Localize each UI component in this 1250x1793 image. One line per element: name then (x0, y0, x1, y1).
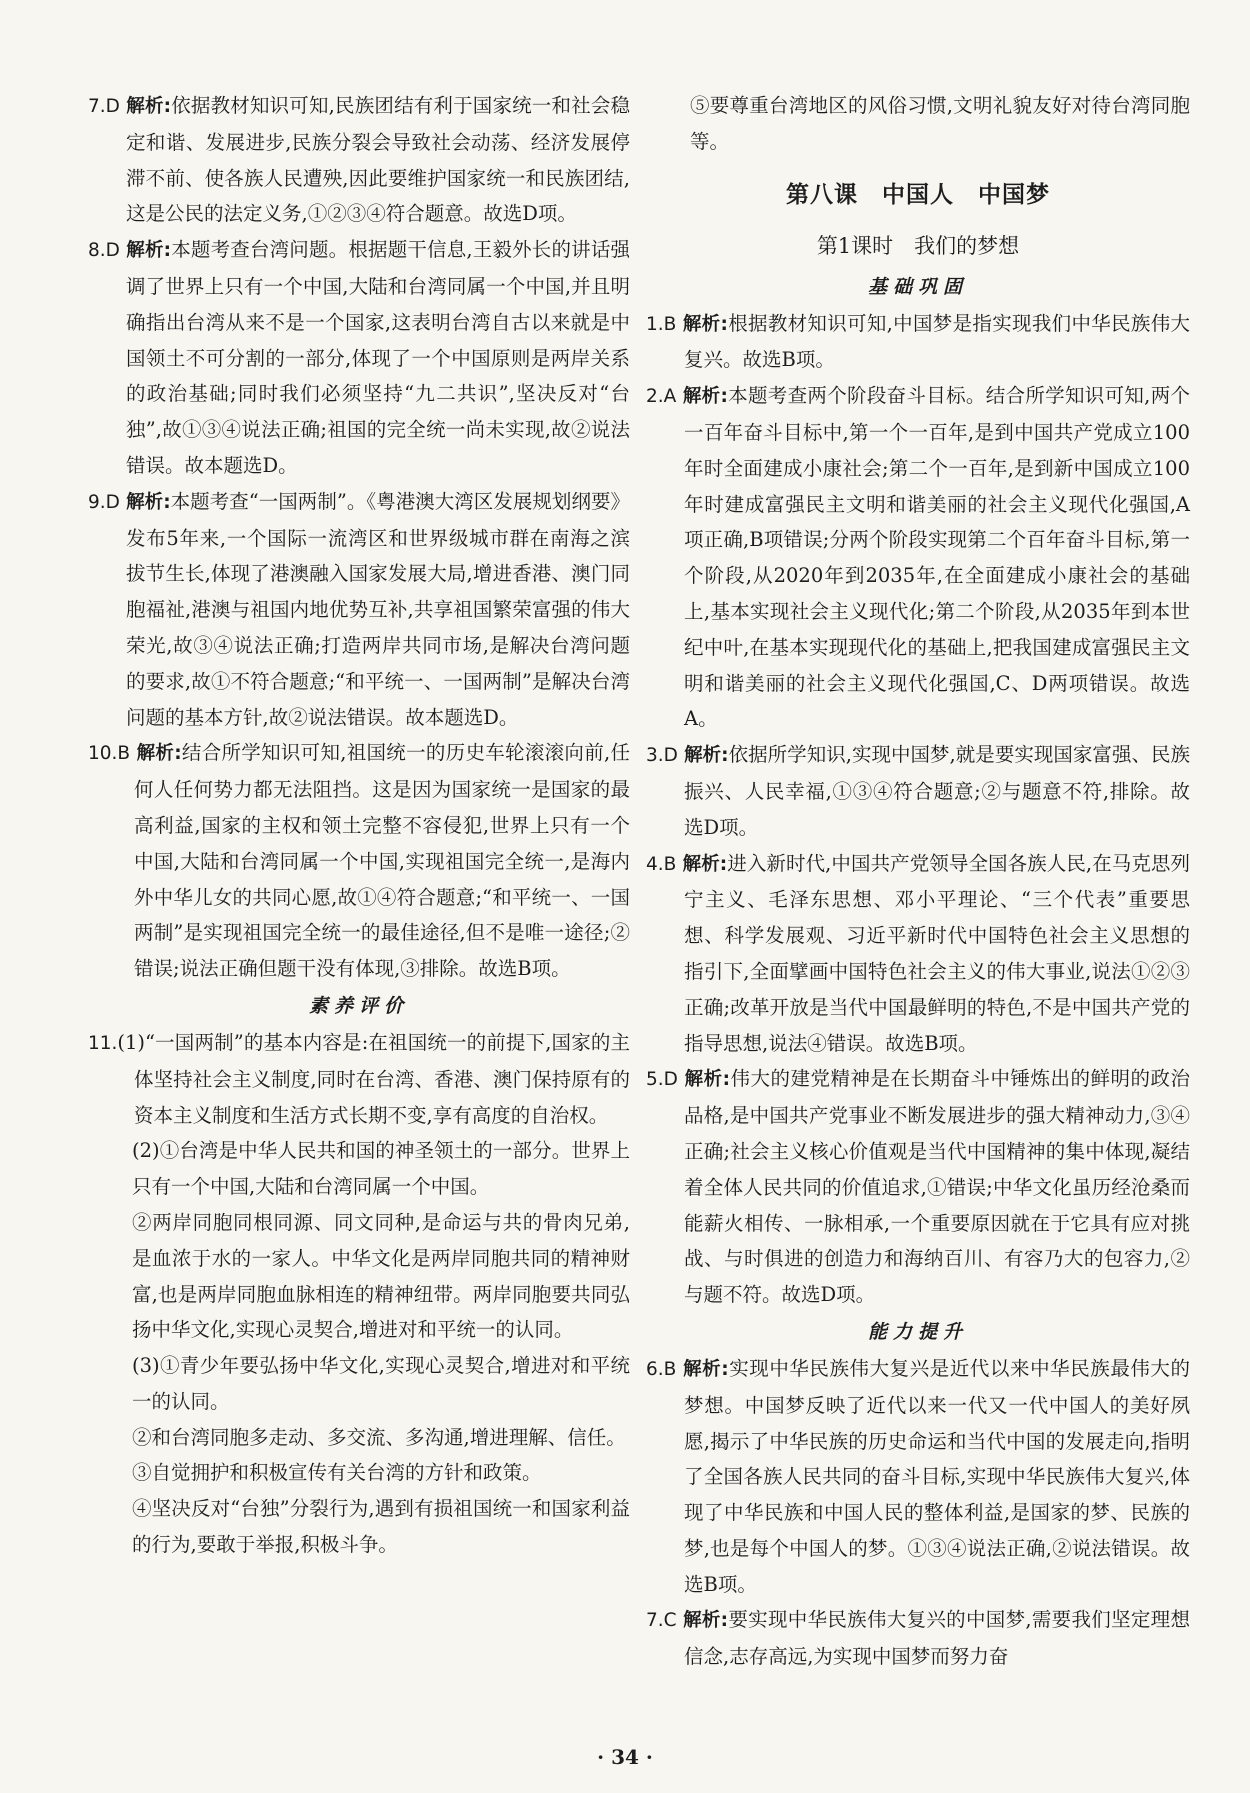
analysis-label: 解析: (684, 745, 729, 767)
section-heading-literacy: 素养评价 (308, 994, 409, 1017)
answer-q8 (88, 232, 630, 484)
analysis-label: 解析: (682, 386, 728, 408)
answer-number: 11. (88, 1032, 118, 1054)
answer-text: 本题考查“一国两制”。《粤港澳大湾区发展规划纲要》发布5年来,一个国际一流湾区和世界级城市群在南海之滨拔节生长,体现了港澳融入国家发展大局,增进香港、澳门同胞福祉,港澳与祖国内地优势互补,共享祖国繁荣富强的伟大荣光,故③④说法正确;打造两岸共同市场,是解决台湾问题的要求,故①不符合题意;“和平统一、一国两制”是解决台湾问题的基本方针,故②说法错误。故本题选D。 (126, 489, 630, 729)
section-heading-ability: 能力提升 (867, 1320, 968, 1343)
answer-q6 (646, 1351, 1190, 1603)
analysis-label: 解析: (136, 743, 182, 765)
analysis-label: 解析: (126, 240, 172, 262)
answer-q7 (88, 88, 630, 232)
answer-q11-part4: (3)①青少年要弘扬中华文化,实现心灵契合,增进对和平统一的认同。 (132, 1354, 630, 1413)
right-column (646, 88, 1190, 1675)
answer-number: 3.D (646, 745, 678, 767)
answer-text: 结合所学知识可知,祖国统一的历史车轮滚滚向前,任何人任何势力都无法阻挡。这是因为国家统一是国家的最高利益,国家的主权和领土完整不容侵犯,世界上只有一个中国,大陆和台湾同属一个中国,实现祖国完全统一,是海内外中华儿女的共同心愿,故①④符合题意;“和平统一、一国两制”是实现祖国完全统一的最佳途径,但不是唯一途径;②错误;说法正确但题干没有体现,③排除。故选B项。 (134, 741, 630, 981)
page-number: · 34 · (597, 1745, 653, 1769)
analysis-label: 解析: (684, 1069, 731, 1091)
analysis-label: 解析: (682, 313, 728, 335)
answer-text: 本题考查两个阶段奋斗目标。结合所学知识可知,两个一百年奋斗目标中,第一个一百年,是到中国共产党成立100年时全面建成小康社会;第二个一百年,是到新中国成立100年时建成富强民主文明和谐美丽的社会主义现代化强国,A项正确,B项错误;分两个阶段实现第二个百年奋斗目标,第一个阶段,从2020年到2035年,在全面建成小康社会的基础上,基本实现社会主义现代化;第二个阶段,从2035年到本世纪中叶,在基本实现现代化的基础上,把我国建成富强民主文明和谐美丽的社会主义现代化强国,C、D两项错误。故选A。 (684, 384, 1191, 731)
answer-text: 要实现中华民族伟大复兴的中国梦,需要我们坚定理想信念,志存高远,为实现中国梦而努力奋 (684, 1608, 1190, 1669)
answer-q11-part5: ②和台湾同胞多走动、多交流、多沟通,增进理解、信任。 (132, 1425, 626, 1449)
answer-number: 9.D (88, 491, 120, 513)
answer-text: 本题考查台湾问题。根据题干信息,王毅外长的讲话强调了世界上只有一个中国,大陆和台湾同属一个中国,并且明确指出台湾从来不是一个国家,这表明台湾自古以来就是中国领土不可分割的一部分,体现了一个中国原则是两岸关系的政治基础;同时我们必须坚持“九二共识”,坚决反对“台独”,故①③④说法正确;祖国的完全统一尚未实现,故②说法错误。故本题选D。 (126, 238, 631, 477)
answer-q7-right (646, 1602, 1190, 1675)
answer-number: 1.B (646, 313, 677, 335)
lesson-heading: 第八课 中国人 中国梦 (786, 181, 1050, 208)
answer-q3 (646, 737, 1190, 845)
answer-number: 7.D (88, 96, 120, 117)
answer-number: 10.B (88, 743, 131, 765)
answer-q5 (646, 1061, 1190, 1313)
answer-text: 依据教材知识可知,民族团结有利于国家统一和社会稳定和谐、发展进步,民族分裂会导致社会动荡、经济发展停滞不前、使各族人民遭殃,因此要维护国家统一和民族团结,这是公民的法定义务,①②③④符合题意。故选D项。 (126, 94, 631, 226)
answer-q11-part7: ④坚决反对“台独”分裂行为,遇到有损祖国统一和国家利益的行为,要敢于举报,积极斗争。 (132, 1497, 630, 1557)
answer-q11-part3: ②两岸同胞同根同源、同文同种,是命运与共的骨肉兄弟,是血浓于水的一家人。中华文化是两岸同胞共同的精神财富,也是两岸同胞血脉相连的精神纽带。两岸同胞要共同弘扬中华文化,实现心灵契合,增进对和平统一的认同。 (132, 1210, 630, 1342)
answer-q11-part2: (2)①台湾是中华人民共和国的神圣领土的一部分。世界上只有一个中国,大陆和台湾同属一个中国。 (132, 1139, 630, 1199)
answer-q9 (88, 484, 630, 736)
answer-text: 根据教材知识可知,中国梦是指实现我们中华民族伟大复兴。故选B项。 (684, 311, 1191, 372)
answer-text: 伟大的建党精神是在长期奋斗中锤炼出的鲜明的政治品格,是中国共产党事业不断发展进步的强大精神动力,③④正确;社会主义核心价值观是当代中国精神的集中体现,凝结着全体人民共同的价值追求,①错误;中华文化虽历经沧桑而能薪火相传、一脉相承,一个重要原因就在于它具有应对挑战、与时俱进的创造力和海纳百川、有容乃大的包容力,②与题不符。故选D项。 (684, 1067, 1190, 1307)
answer-q11-part6: ③自觉拥护和积极宣传有关台湾的方针和政策。 (132, 1461, 542, 1485)
answer-number: 5.D (646, 1069, 678, 1091)
answer-q10 (88, 735, 630, 987)
answer-text: (1)“一国两制”的基本内容是:在祖国统一的前提下,国家的主体坚持社会主义制度,同时在台湾、香港、澳门保持原有的资本主义制度和生活方式长期不变,享有高度的自治权。 (117, 1030, 630, 1127)
answer-q1 (646, 306, 1190, 379)
answer-q2 (646, 378, 1190, 737)
answer-number: 4.B (646, 853, 677, 875)
analysis-label: 解析: (126, 96, 172, 117)
answer-number: 2.A (646, 386, 677, 408)
answer-text: 依据所学知识,实现中国梦,就是要实现国家富强、民族振兴、人民幸福,①③④符合题意;②与题意不符,排除。故选D项。 (684, 743, 1191, 839)
answer-number: 7.C (646, 1610, 677, 1632)
answer-number: 6.B (646, 1358, 677, 1380)
answer-text: 进入新时代,中国共产党领导全国各族人民,在马克思列宁主义、毛泽东思想、邓小平理论、“三个代表”重要思想、科学发展观、习近平新时代中国特色社会主义思想的指引下,全面擘画中国特色社会主义的伟大事业,说法①②③正确;改革开放是当代中国最鲜明的特色,不是中国共产党的指导思想,说法④错误。故选B项。 (684, 851, 1190, 1055)
lesson-subheading: 第1课时 我们的梦想 (816, 233, 1020, 258)
section-heading-basic: 基础巩固 (867, 275, 968, 298)
answer-text: 实现中华民族伟大复兴是近代以来中华民族最伟大的梦想。中国梦反映了近代以来一代又一代中国人的美好夙愿,揭示了中华民族的历史命运和当代中国的发展走向,指明了全国各族人民共同的奋斗目标,实现中华民族伟大复兴,体现了中华民族和中国人民的整体利益,是国家的梦、民族的梦,也是每个中国人的梦。①③④说法正确,②说法错误。故选B项。 (684, 1356, 1190, 1596)
analysis-label: 解析: (683, 1358, 729, 1380)
answer-q4 (646, 846, 1190, 1062)
analysis-label: 解析: (682, 853, 728, 875)
answer-q11-part1 (88, 1025, 630, 1133)
answer-q11-part8: ⑤要尊重台湾地区的风俗习惯,文明礼貌友好对待台湾同胞等。 (690, 94, 1190, 153)
analysis-label: 解析: (683, 1610, 729, 1632)
analysis-label: 解析: (126, 491, 171, 513)
left-column (88, 88, 630, 1563)
answer-number: 8.D (88, 240, 120, 262)
